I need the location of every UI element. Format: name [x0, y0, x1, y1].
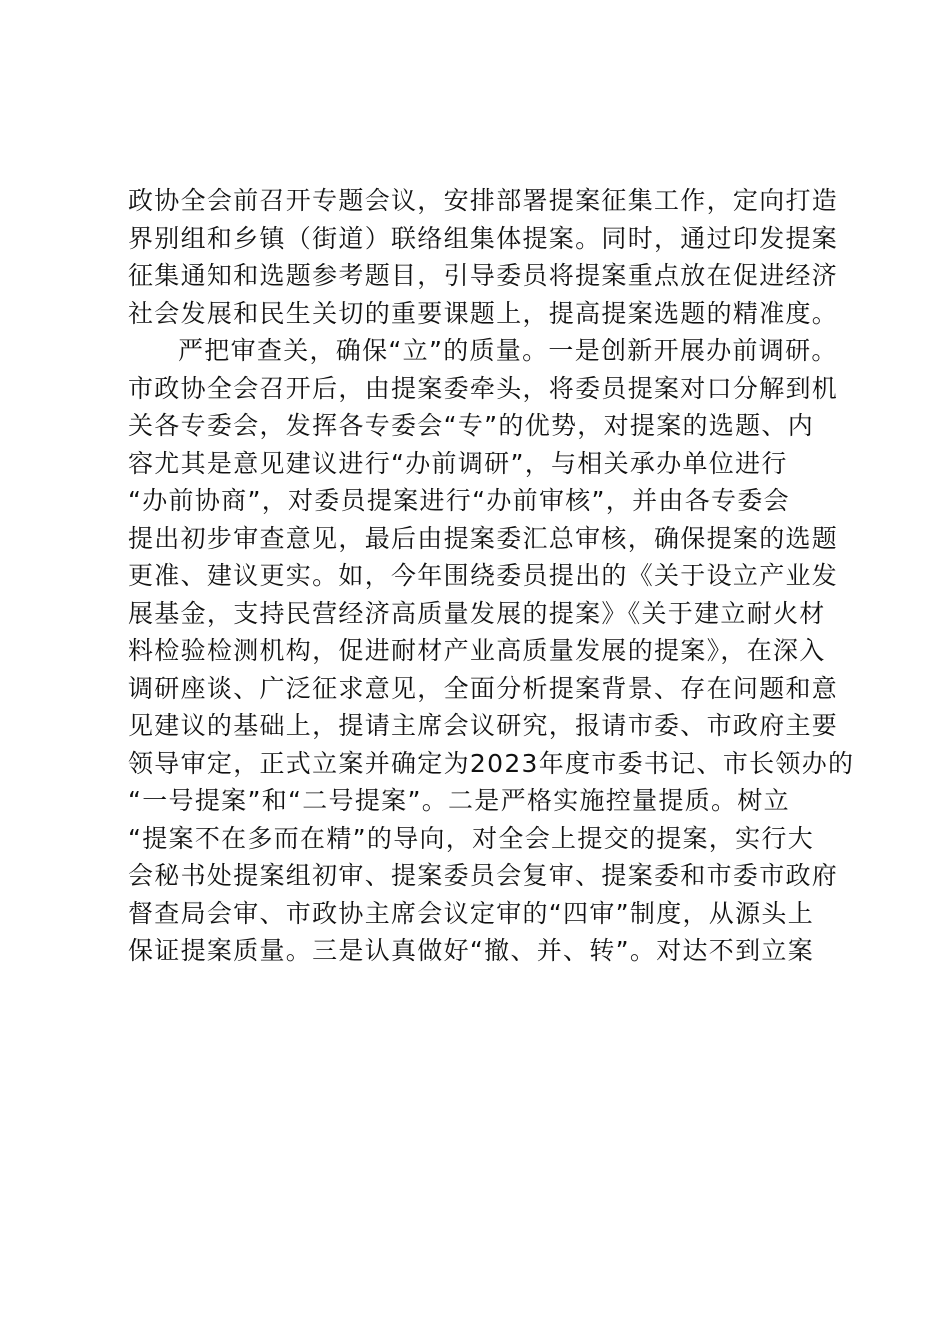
paragraph-line: 更准、建议更实。如，今年围绕委员提出的《关于设立产业发	[128, 561, 839, 590]
paragraph-line: 关各专委会，发挥各专委会“专”的优势，对提案的选题、内	[128, 411, 815, 440]
paragraph-line: 市政协全会召开后，由提案委牵头，将委员提案对口分解到机	[128, 373, 839, 403]
paragraph-line: 社会发展和民生关切的重要课题上，提高提案选题的精准度。	[128, 298, 839, 328]
document-body	[128, 182, 855, 970]
paragraph-line: 调研座谈、广泛征求意见，全面分析提案背景、存在问题和意	[128, 673, 839, 703]
paragraph-line: 料检验检测机构，促进耐材产业高质量发展的提案》，在深入	[128, 636, 826, 665]
paragraph-line: 展基金，支持民营经济高质量发展的提案》《关于建立耐火材	[128, 598, 826, 628]
paragraph-line: 界别组和乡镇（街道）联络组集体提案。同时，通过印发提案	[128, 223, 839, 253]
paragraph-line: “办前协商”，对委员提案进行“办前审核”，并由各专委会	[128, 486, 790, 515]
paragraph-line: 领导审定，正式立案并确定为2023年度市委书记、市长领办的	[128, 748, 855, 778]
paragraph-line: “一号提案”和“二号提案”。二是严格实施控量提质。树立	[128, 786, 790, 815]
paragraph-line: 保证提案质量。三是认真做好“撤、并、转”。对达不到立案	[128, 936, 815, 965]
paragraph-line: 政协全会前召开专题会议，安排部署提案征集工作，定向打造	[128, 186, 839, 215]
paragraph-line: 见建议的基础上，提请主席会议研究，报请市委、市政府主要	[128, 711, 839, 740]
paragraph-first-line: 严把审查关，确保“立”的质量。一是创新开展办前调研。	[178, 336, 838, 365]
paragraph-line: 容尤其是意见建议进行“办前调研”，与相关承办单位进行	[128, 448, 788, 478]
paragraph-line: “提案不在多而在精”的导向，对全会上提交的提案，实行大	[128, 823, 815, 853]
paragraph-line: 征集通知和选题参考题目，引导委员将提案重点放在促进经济	[128, 261, 839, 290]
paragraph-line: 督查局会审、市政协主席会议定审的“四审”制度，从源头上	[128, 898, 815, 928]
paragraph-line: 提出初步审查意见，最后由提案委汇总审核，确保提案的选题	[128, 523, 839, 553]
paragraph-line: 会秘书处提案组初审、提案委员会复审、提案委和市委市政府	[128, 861, 839, 890]
